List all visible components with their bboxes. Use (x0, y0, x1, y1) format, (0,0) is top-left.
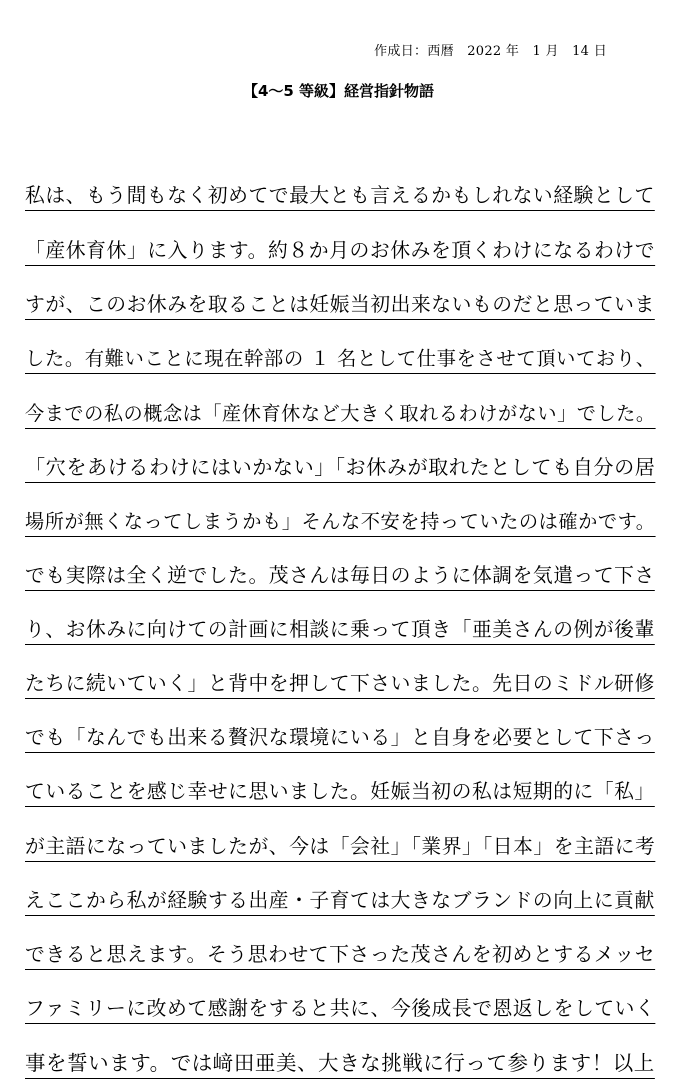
body-line-text: ファミリーに改めて感謝をすると共に、今後成長で恩返しをしていく (25, 997, 656, 1021)
body-line-text: 私は、もう間もなく初めてで最大とも言えるかもしれない経験として (25, 184, 655, 208)
body-line-text: できると思えます。そう思わせて下さった茂さんを初めとするメッセ (25, 942, 656, 966)
body-line-text: した。有難いことに現在幹部の １ 名として仕事をさせて頂いており、 (25, 347, 656, 371)
body-line-text: 場所が無くなってしまうかも」そんな不安を持っていたのは確かです。 (25, 510, 656, 534)
body-line-text: 「穴をあけるわけにはいかない」「お休みが取れたとしても自分の居 (25, 455, 656, 480)
body-line-text: えここから私が経験する出産・子育ては大きなブランドの向上に貢献 (25, 888, 655, 912)
body-line-text: でも実際は全く逆でした。茂さんは毎日のように体調を気遣って下さ (25, 563, 655, 587)
body-line-text: たちに続いていく」と背中を押して下さいました。先日のミドル研修 (25, 672, 655, 696)
body-line (25, 323, 655, 377)
body-line (25, 485, 655, 539)
body-line (25, 810, 655, 864)
creation-date: 作成日：西暦 2022 年 1 月 14 日 (374, 44, 607, 59)
body-line-text: り、お休みに向けての計画に相談に乗って頂き「亜美さんの例が後輩 (25, 617, 655, 641)
body-line-text: 今までの私の概念は「産休育休など大きく取れるわけがない」でした。 (25, 401, 656, 425)
body-line (25, 1027, 655, 1081)
body-line (25, 377, 655, 431)
body-line (25, 539, 655, 593)
document-title: 【4～5 等級】経営指針物語 (242, 82, 435, 100)
body-line-text: ていることを感じ幸せに思いました。妊娠当初の私は短期的に「私」 (25, 780, 655, 804)
document-body (25, 160, 655, 1081)
body-line (25, 431, 655, 485)
body-line (25, 648, 655, 702)
body-line (25, 973, 655, 1027)
body-line-text: 「産休育休」に入ります。約８か月のお休みを頂くわけになるわけで (25, 238, 656, 262)
body-line (25, 702, 655, 756)
body-line-text: すが、このお休みを取ることは妊娠当初出来ないものだと思っていま (25, 292, 655, 316)
body-line (25, 864, 655, 918)
body-line-text: が主語になっていましたが、今は「会社」「業界」「日本」を主語に考 (25, 834, 656, 858)
body-line (25, 919, 655, 973)
body-line (25, 160, 655, 214)
body-line-text: 事を誓います。では﨑田亜美、大きな挑戦に行って参ります！以上 (25, 1050, 655, 1075)
body-line (25, 594, 655, 648)
body-line (25, 268, 655, 322)
body-line (25, 214, 655, 268)
body-line (25, 756, 655, 810)
body-line-text: でも「なんでも出来る贅沢な環境にいる」と自身を必要として下さっ (25, 726, 655, 750)
